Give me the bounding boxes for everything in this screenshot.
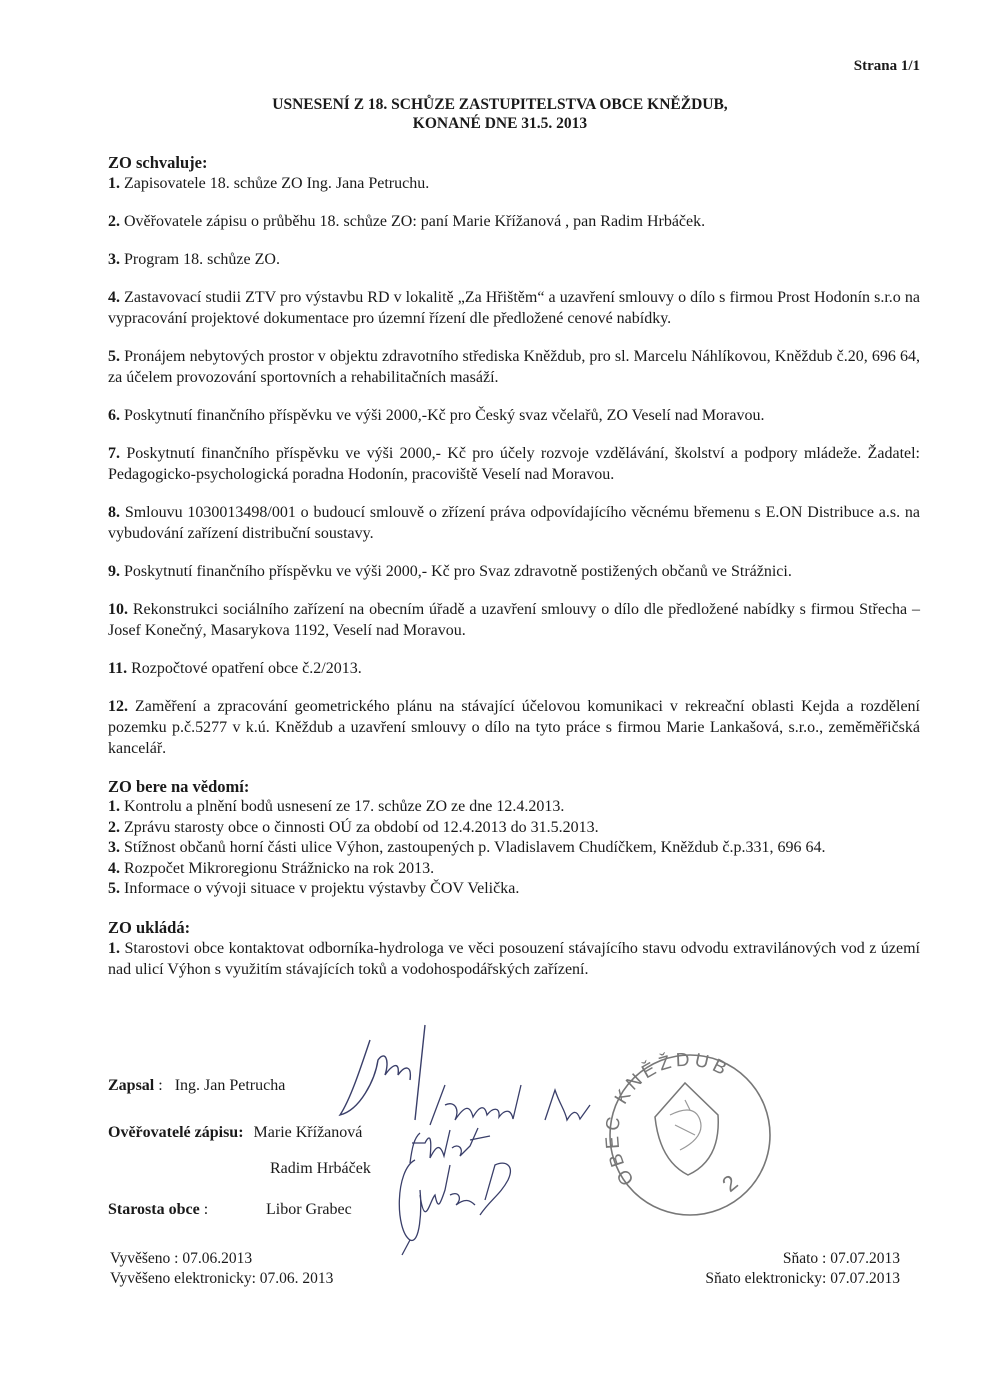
verifier-1-name: Marie Křížanová: [253, 1124, 363, 1141]
recorder-line: [108, 1077, 285, 1095]
signature-mayor-icon: [390, 1150, 530, 1260]
section-heading-acknowledges: ZO bere na vědomí:: [108, 777, 250, 796]
approve-item: [108, 211, 920, 232]
item-text: Smlouvu 1030013498/001 o budoucí smlouvě o zřízení práva odpovídajícího věcnému břemenu s E.ON Distribuce a.s. na vybudování zařízení distribuční soustavy.: [108, 504, 920, 542]
posted-date: Vyvěšeno : 07.06.2013: [110, 1250, 253, 1267]
separator: :: [199, 1201, 209, 1218]
item-number: 11.: [108, 660, 128, 677]
title-line-1: USNESENÍ Z 18. SCHŮZE ZASTUPITELSTVA OBCE KNĚŽDUB,: [272, 96, 728, 113]
verifiers-label: Ověřovatelé zápisu:: [108, 1124, 244, 1141]
item-text: Poskytnutí finančního příspěvku ve výši 2000,- Kč pro účely rozvoje vzdělávání, školství a podpory mládeže. Žadatel: Pedagogicko-psychologická poradna Hodonín, pracoviště Veselí nad Moravou.: [108, 445, 920, 483]
item-text: Rozpočtové opatření obce č.2/2013.: [127, 660, 362, 677]
item-text: Poskytnutí finančního příspěvku ve výši 2000,- Kč pro Svaz zdravotně postižených občanů ve Strážnici.: [120, 563, 792, 580]
item-text: Zaměření a zpracování geometrického plánu na stávající účelovou komunikaci v rekreační oblasti Kejda a rozdělení pozemku p.č.5277 v k.ú. Kněždub a uzavření smlouvy o dílo na tyto práce s firmou Marie Lankašová, s.r.o., zeměměřičská kancelář.: [108, 698, 920, 757]
item-text: Zapisovatele 18. schůze ZO Ing. Jana Petruchu.: [120, 175, 430, 192]
item-text: Rekonstrukci sociálního zařízení na obecním úřadě a uzavření smlouvy o dílo dle předložené nabídky s firmou Střecha – Josef Konečný, Masarykova 1192, Veselí nad Moravou.: [108, 601, 920, 639]
item-number: 6.: [108, 407, 120, 424]
item-number: 5.: [108, 880, 120, 897]
posted-info: [110, 1249, 333, 1289]
item-number: 7.: [108, 445, 120, 462]
item-number: 1.: [108, 939, 120, 957]
item-text: Starostovi obce kontaktovat odborníka-hydrologa ve věci posouzení stávajícího stavu odvodu extravilánových vod z území nad ulicí Výhon s využitím stávajících toků a vodohospodářských zařízení.: [108, 939, 920, 978]
mayor-name: Libor Grabec: [266, 1201, 352, 1218]
approve-item: [108, 502, 920, 544]
title-line-2: KONANÉ DNE 31.5. 2013: [412, 115, 588, 132]
item-text: Zastavovací studii ZTV pro výstavbu RD v lokalitě „Za Hřištěm“ a uzavření smlouvy o dílo s firmou Prost Hodonín s.r.o na vypracování projektové dokumentace pro územní řízení dle předložené cenové nabídky.: [108, 289, 920, 327]
municipal-stamp-icon: [600, 1045, 780, 1225]
approve-item: [108, 658, 920, 679]
verifier-2-line: [270, 1160, 371, 1178]
approve-item: [108, 173, 920, 194]
item-number: 4.: [108, 289, 120, 306]
approve-item: [108, 346, 920, 388]
item-number: 3.: [108, 251, 120, 268]
item-number: 1.: [108, 798, 120, 815]
item-text: Informace o vývoji situace v projektu výstavby ČOV Velička.: [120, 880, 520, 897]
approve-item: [108, 443, 920, 485]
svg-text:OBEC KNĚŽDUB: [602, 1050, 733, 1190]
acknowledge-item: [108, 797, 920, 818]
item-number: 5.: [108, 348, 120, 365]
removed-info: [705, 1249, 900, 1289]
item-text: Program 18. schůze ZO.: [120, 251, 280, 268]
item-text: Rozpočet Mikroregionu Strážnicko na rok 2013.: [120, 859, 435, 877]
approve-item: [108, 599, 920, 641]
section-heading-approves: ZO schvaluje:: [108, 153, 208, 172]
approve-item: [108, 561, 920, 582]
stamp-number: 2: [717, 1169, 743, 1197]
item-text: Poskytnutí finančního příspěvku ve výši 2000,-Kč pro Český svaz včelařů, ZO Veselí nad Moravou.: [120, 407, 765, 424]
acknowledge-item: [108, 859, 920, 880]
acknowledge-item: [108, 838, 920, 859]
item-number: 1.: [108, 175, 120, 192]
mayor-line: [108, 1201, 352, 1219]
acknowledge-item: [108, 818, 920, 839]
resolution-body: [108, 152, 920, 980]
item-text: Zprávu starosty obce o činnosti OÚ za období od 12.4.2013 do 31.5.2013.: [120, 818, 599, 836]
acknowledge-item: [108, 879, 920, 900]
page-number: Strana 1/1: [853, 58, 920, 74]
item-number: 12.: [108, 698, 128, 715]
item-text: Stížnost občanů horní části ulice Výhon, zastoupených p. Vladislavem Chudíčkem, Kněždub č.p.331, 696 64.: [120, 839, 826, 856]
impose-item: [108, 938, 920, 980]
item-number: 3.: [108, 839, 120, 856]
removed-electronic-date: Sňato elektronicky: 07.07.2013: [705, 1270, 900, 1287]
item-number: 8.: [108, 504, 120, 521]
recorder-label: Zapsal: [108, 1077, 155, 1094]
section-heading-imposes: ZO ukládá:: [108, 917, 191, 937]
stamp-text: OBEC KNĚŽDUB: [601, 1049, 734, 1190]
approve-item: [108, 287, 920, 329]
item-number: 2.: [108, 818, 120, 836]
removed-date: Sňato : 07.07.2013: [782, 1250, 900, 1267]
item-number: 10.: [108, 601, 128, 618]
item-text: Ověřovatele zápisu o průběhu 18. schůze ZO: paní Marie Křížanová , pan Radim Hrbáček.: [120, 213, 706, 230]
document-title: [0, 95, 1000, 133]
verifier-2-name: Radim Hrbáček: [270, 1160, 371, 1177]
item-text: Kontrolu a plnění bodů usnesení ze 17. schůze ZO ze dne 12.4.2013.: [120, 798, 565, 815]
item-number: 9.: [108, 563, 120, 580]
verifiers-line: [108, 1124, 362, 1142]
approve-item: [108, 405, 920, 426]
item-text: Pronájem nebytových prostor v objektu zdravotního střediska Kněždub, pro sl. Marcelu Náhlíkovou, Kněždub č.20, 696 64, za účelem provozování sportovních a rehabilitačních masáží.: [108, 348, 920, 386]
posted-electronic-date: Vyvěšeno elektronicky: 07.06. 2013: [110, 1270, 334, 1287]
separator: :: [154, 1077, 175, 1094]
approve-item: [108, 249, 920, 270]
approve-item: [108, 696, 920, 759]
recorder-name: Ing. Jan Petrucha: [174, 1077, 286, 1094]
item-number: 4.: [108, 859, 120, 877]
mayor-label: Starosta obce: [108, 1201, 200, 1218]
item-number: 2.: [108, 213, 120, 230]
